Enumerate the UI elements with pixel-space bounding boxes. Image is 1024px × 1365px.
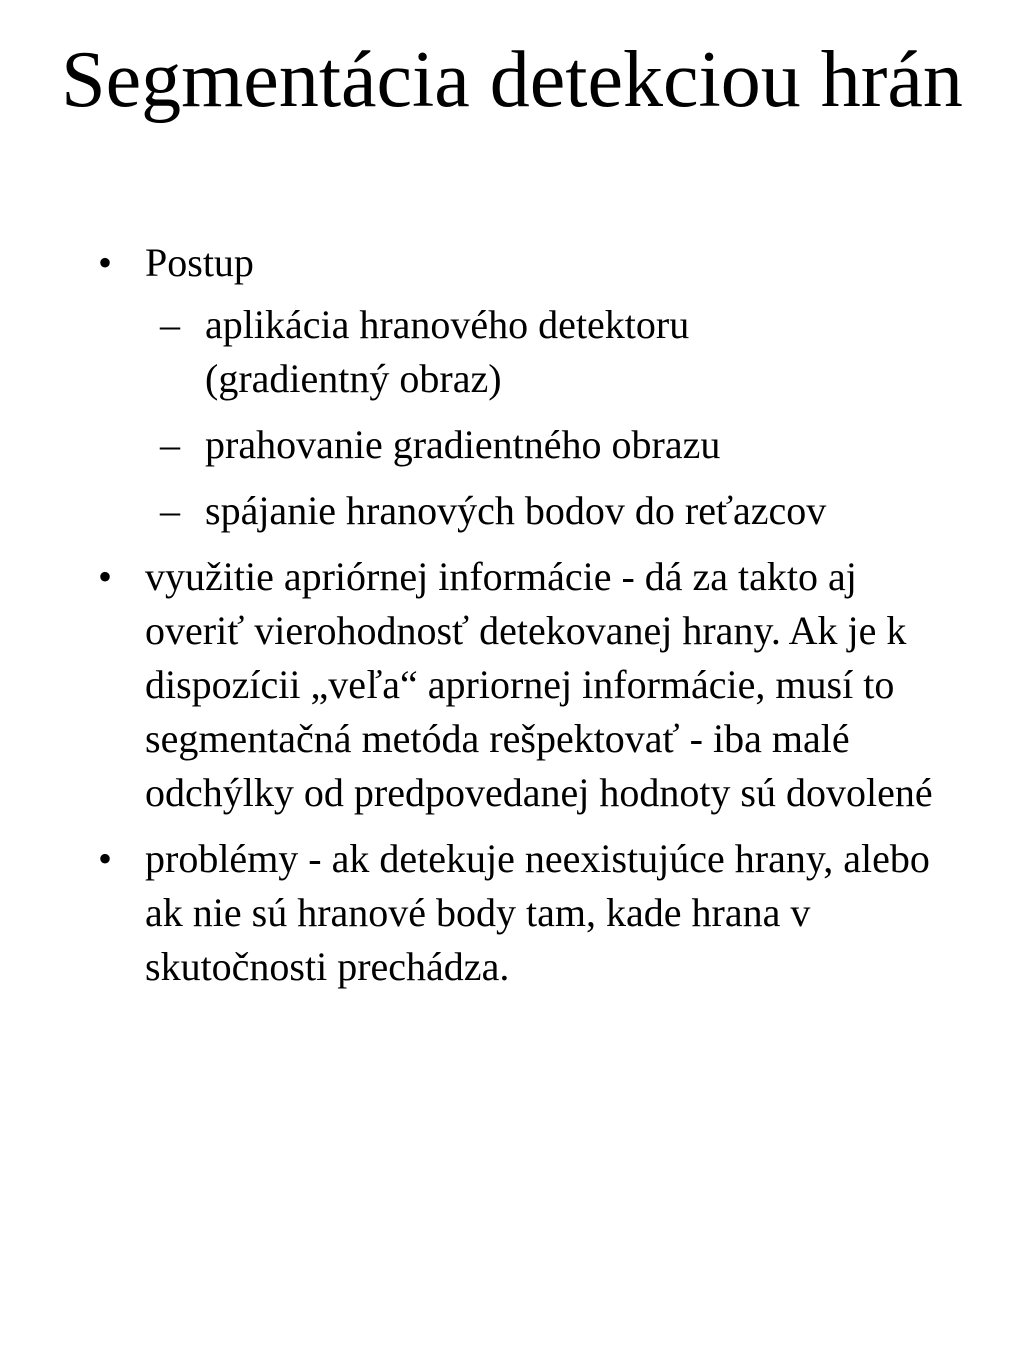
sub-bullet-item bbox=[0, 484, 1024, 538]
dash-marker: – bbox=[160, 422, 180, 467]
bullet-item-apriori bbox=[0, 550, 1024, 820]
bullet-marker: • bbox=[98, 554, 113, 599]
slide-title: Segmentácia detekciou hrán bbox=[61, 36, 963, 124]
sub-bullet-item bbox=[0, 298, 1024, 406]
bullet-list bbox=[0, 236, 1024, 994]
bullet-item-postup bbox=[0, 236, 1024, 290]
bullet-text: Postup bbox=[145, 240, 254, 285]
bullet-marker: • bbox=[98, 836, 113, 881]
sub-bullet-item bbox=[0, 418, 1024, 472]
sub-bullet-text: spájanie hranových bodov do reťazcov bbox=[205, 488, 827, 533]
sub-bullet-text: prahovanie gradientného obrazu bbox=[205, 422, 721, 467]
sub-bullet-text: aplikácia hranového detektoru (gradientný obraz) bbox=[205, 302, 690, 401]
bullet-text: využitie apriórnej informácie - dá za takto aj overiť vierohodnosť detekovanej hrany. Ak je k dispozícii „veľa“ apriornej informácie, musí to segmentačná metóda rešpektovať - iba malé odchýlky od predpovedanej hodnoty sú dovolené bbox=[145, 554, 933, 815]
dash-marker: – bbox=[160, 488, 180, 533]
bullet-text: problémy - ak detekuje neexistujúce hrany, alebo ak nie sú hranové body tam, kade hrana v skutočnosti prechádza. bbox=[145, 836, 930, 989]
dash-marker: – bbox=[160, 302, 180, 347]
bullet-marker: • bbox=[98, 240, 113, 285]
bullet-item-problemy bbox=[0, 832, 1024, 994]
